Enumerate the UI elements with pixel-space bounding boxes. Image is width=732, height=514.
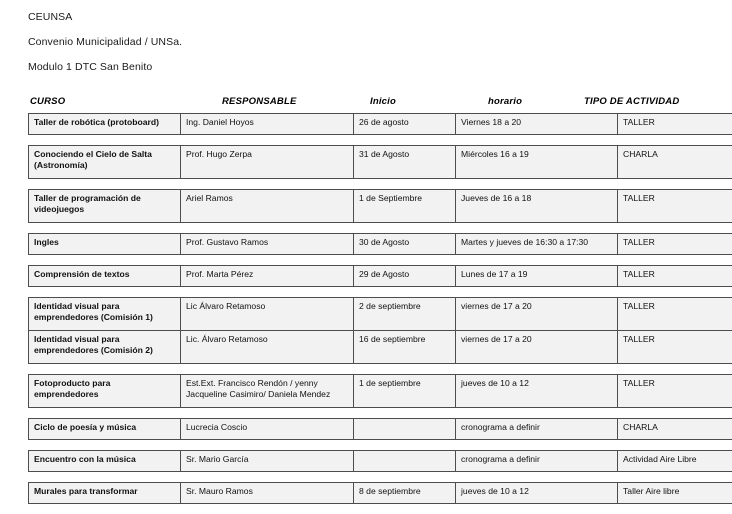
cell-text-line: 31 de Agosto <box>359 149 451 160</box>
cell-text-line: 16 de septiembre <box>359 334 451 345</box>
cell-tipo-actividad <box>618 298 732 331</box>
cell-inicio <box>354 266 456 287</box>
cell-text-line: 1 de septiembre <box>359 378 451 389</box>
cell-horario <box>456 483 618 504</box>
cell-curso <box>29 114 181 135</box>
cell-text-line: 30 de Agosto <box>359 237 451 248</box>
cell-responsable <box>181 451 354 472</box>
cell-text-line: Miércoles 16 a 19 <box>461 149 613 160</box>
cell-curso <box>29 190 181 223</box>
cell-text-line: jueves de 10 a 12 <box>461 486 613 497</box>
cell-text-line: Viernes 18 a 20 <box>461 117 613 128</box>
cell-text-line: cronograma a definir <box>461 422 613 433</box>
schedule-table-block <box>28 297 732 364</box>
cell-horario <box>456 266 618 287</box>
heading-line-organization: CEUNSA <box>28 11 628 23</box>
cell-text-line: viernes de 17 a 20 <box>461 334 613 345</box>
cell-text-line: Est.Ext. Francisco Rendón / yenny <box>186 378 349 389</box>
cell-curso <box>29 234 181 255</box>
cell-text-line: TALLER <box>623 378 732 389</box>
cell-text-line: emprendedores <box>34 389 176 400</box>
cell-tipo-actividad <box>618 331 732 364</box>
table-row <box>29 451 732 472</box>
column-header-responsable: RESPONSABLE <box>222 96 297 107</box>
cell-text-line: Sr. Mauro Ramos <box>186 486 349 497</box>
cell-text-line: Lucrecia Coscio <box>186 422 349 433</box>
cell-horario <box>456 234 618 255</box>
cell-curso <box>29 451 181 472</box>
table-row <box>29 375 732 408</box>
cell-curso <box>29 483 181 504</box>
schedule-table-block <box>28 145 732 179</box>
table-row <box>29 298 732 331</box>
schedule-table-block <box>28 374 732 408</box>
cell-text-line: Taller de robótica (protoboard) <box>34 117 176 128</box>
cell-text-line: videojuegos <box>34 204 176 215</box>
cell-inicio <box>354 190 456 223</box>
table-row <box>29 266 732 287</box>
cell-text-line: emprendedores (Comisión 1) <box>34 312 176 323</box>
cell-text-line: 1 de Septiembre <box>359 193 451 204</box>
column-header-horario: horario <box>488 96 522 107</box>
cell-text-line: jueves de 10 a 12 <box>461 378 613 389</box>
schedule-table-block <box>28 189 732 223</box>
cell-horario <box>456 190 618 223</box>
table-row <box>29 190 732 223</box>
cell-text-line: Taller de programación de <box>34 193 176 204</box>
cell-responsable <box>181 375 354 408</box>
cell-text-line: Prof. Gustavo Ramos <box>186 237 349 248</box>
cell-text-line: Lic. Álvaro Retamoso <box>186 334 349 345</box>
cell-text-line: Taller Aire libre <box>623 486 732 497</box>
cell-inicio <box>354 419 456 440</box>
cell-curso <box>29 266 181 287</box>
cell-text-line: (Astronomía) <box>34 160 176 171</box>
cell-responsable <box>181 298 354 331</box>
cell-horario <box>456 375 618 408</box>
cell-horario <box>456 331 618 364</box>
cell-text-line: cronograma a definir <box>461 454 613 465</box>
table-row <box>29 234 732 255</box>
cell-text-line: viernes de 17 a 20 <box>461 301 613 312</box>
cell-horario <box>456 451 618 472</box>
cell-tipo-actividad <box>618 190 732 223</box>
cell-inicio <box>354 483 456 504</box>
cell-horario <box>456 419 618 440</box>
cell-inicio <box>354 375 456 408</box>
cell-responsable <box>181 234 354 255</box>
cell-curso <box>29 331 181 364</box>
cell-text-line: Martes y jueves de 16:30 a 17:30 <box>461 237 613 248</box>
cell-text-line: emprendedores (Comisión 2) <box>34 345 176 356</box>
cell-text-line: TALLER <box>623 117 732 128</box>
cell-text-line: 2 de septiembre <box>359 301 451 312</box>
cell-text-line: TALLER <box>623 193 732 204</box>
schedule-table-block <box>28 113 732 135</box>
cell-curso <box>29 375 181 408</box>
schedule-table-block <box>28 233 732 255</box>
cell-curso <box>29 419 181 440</box>
cell-inicio <box>354 451 456 472</box>
cell-responsable <box>181 114 354 135</box>
cell-horario <box>456 146 618 179</box>
cell-responsable <box>181 146 354 179</box>
cell-text-line: Ingles <box>34 237 176 248</box>
cell-text-line: Lic Álvaro Retamoso <box>186 301 349 312</box>
cell-tipo-actividad <box>618 451 732 472</box>
cell-tipo-actividad <box>618 483 732 504</box>
cell-inicio <box>354 234 456 255</box>
cell-text-line: Murales para transformar <box>34 486 176 497</box>
table-row <box>29 483 732 504</box>
table-column-headers <box>0 96 732 110</box>
cell-text-line: Identidad visual para <box>34 334 176 345</box>
cell-text-line: Identidad visual para <box>34 301 176 312</box>
cell-text-line: Comprensión de textos <box>34 269 176 280</box>
cell-curso <box>29 298 181 331</box>
cell-text-line: 29 de Agosto <box>359 269 451 280</box>
cell-text-line: TALLER <box>623 334 732 345</box>
schedule-table <box>28 113 708 514</box>
cell-text-line: Ciclo de poesía y música <box>34 422 176 433</box>
cell-responsable <box>181 483 354 504</box>
cell-tipo-actividad <box>618 266 732 287</box>
table-row <box>29 419 732 440</box>
cell-text-line: TALLER <box>623 269 732 280</box>
table-row <box>29 331 732 364</box>
document-heading-block <box>28 11 628 86</box>
cell-text-line: 8 de septiembre <box>359 486 451 497</box>
cell-text-line: CHARLA <box>623 422 732 433</box>
cell-responsable <box>181 266 354 287</box>
cell-text-line: Jacqueline Casimiro/ Daniela Mendez <box>186 389 349 400</box>
schedule-table-block <box>28 450 732 472</box>
column-header-inicio: Inicio <box>370 96 396 107</box>
cell-tipo-actividad <box>618 234 732 255</box>
cell-tipo-actividad <box>618 375 732 408</box>
cell-text-line: Lunes de 17 a 19 <box>461 269 613 280</box>
cell-text-line: Ariel Ramos <box>186 193 349 204</box>
cell-responsable <box>181 190 354 223</box>
table-row <box>29 114 732 135</box>
cell-tipo-actividad <box>618 146 732 179</box>
cell-text-line: Prof. Marta Pérez <box>186 269 349 280</box>
cell-text-line: TALLER <box>623 301 732 312</box>
cell-text-line: Sr. Mario García <box>186 454 349 465</box>
cell-tipo-actividad <box>618 114 732 135</box>
cell-tipo-actividad <box>618 419 732 440</box>
cell-text-line: Encuentro con la música <box>34 454 176 465</box>
schedule-table-block <box>28 418 732 440</box>
cell-inicio <box>354 331 456 364</box>
cell-responsable <box>181 331 354 364</box>
cell-horario <box>456 114 618 135</box>
cell-inicio <box>354 114 456 135</box>
cell-text-line: Jueves de 16 a 18 <box>461 193 613 204</box>
cell-curso <box>29 146 181 179</box>
column-header-curso: CURSO <box>30 96 65 107</box>
cell-text-line: Ing. Daniel Hoyos <box>186 117 349 128</box>
cell-responsable <box>181 419 354 440</box>
cell-inicio <box>354 298 456 331</box>
cell-text-line: Fotoproducto para <box>34 378 176 389</box>
table-row <box>29 146 732 179</box>
cell-inicio <box>354 146 456 179</box>
cell-text-line: 26 de agosto <box>359 117 451 128</box>
cell-text-line: Conociendo el Cielo de Salta <box>34 149 176 160</box>
cell-horario <box>456 298 618 331</box>
cell-text-line: CHARLA <box>623 149 732 160</box>
cell-text-line: Actividad Aire Libre <box>623 454 732 465</box>
cell-text-line: TALLER <box>623 237 732 248</box>
cell-text-line: Prof. Hugo Zerpa <box>186 149 349 160</box>
heading-line-agreement: Convenio Municipalidad / UNSa. <box>28 36 628 48</box>
schedule-table-block <box>28 265 732 287</box>
column-header-tipo-de-actividad: TIPO DE ACTIVIDAD <box>584 96 679 107</box>
heading-line-module: Modulo 1 DTC San Benito <box>28 61 628 73</box>
schedule-table-block <box>28 482 732 504</box>
